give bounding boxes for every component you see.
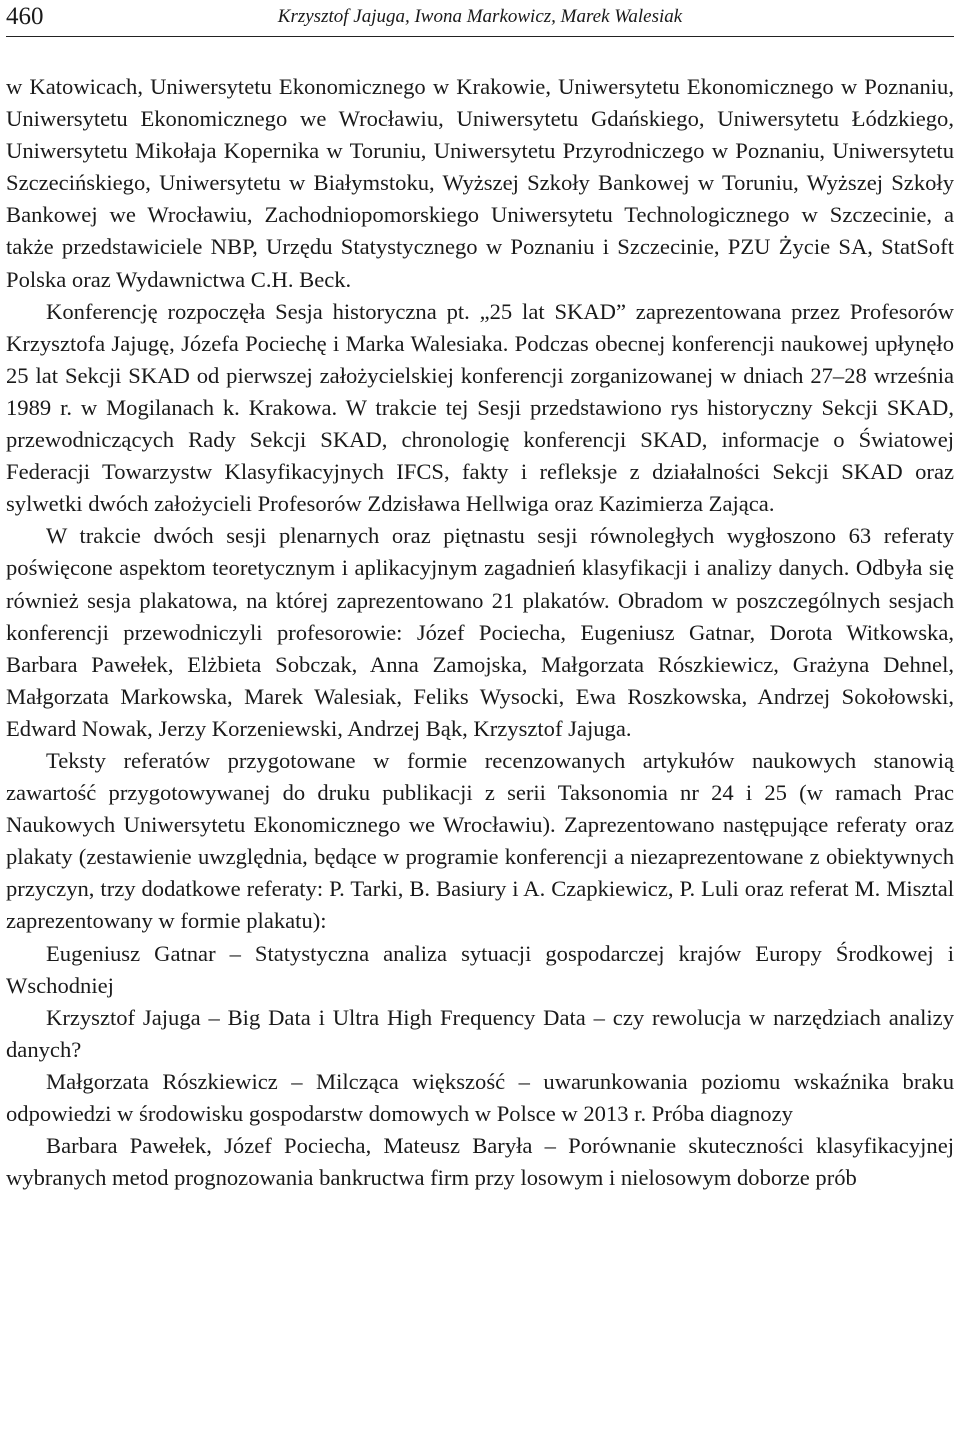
running-title: Krzysztof Jajuga, Iwona Markowicz, Marek Walesiak — [277, 6, 683, 27]
document-page — [6, 0, 954, 1194]
paragraph-institutions: w Katowicach, Uniwersytetu Ekonomicznego w Krakowie, Uniwersytetu Ekonomicznego w Poznaniu, Uniwersytetu Ekonomicznego we Wrocławiu, Uniwersytetu Gdańskiego, Uniwersytetu Łódzkiego, Uniwersytetu Mikołaja Kopernika w Toruniu, Uniwersytetu Przyrodniczego w Poznaniu, Uniwersytetu Szczecińskiego, Uniwersytetu w Białymstoku, Wyższej Szkoły Bankowej w Toruniu, Wyższej Szkoły Bankowej we Wrocławiu, Zachodniopomorskiego Uniwersytetu Technologicznego w Szczecinie, a także przedstawiciele NBP, Urzędu Statystycznego w Poznaniu i Szczecinie, PZU Życie SA, StatSoft Polska oraz Wydawnictwa C.H. Beck. — [6, 74, 954, 292]
paper-item: Barbara Pawełek, Józef Pociecha, Mateusz Baryła – Porównanie skuteczności klasyfikacyjnej wybranych metod prognozowania bankructwa firm przy losowym i nielosowym doborze prób — [6, 1133, 954, 1191]
paragraph-historical-session: Konferencję rozpoczęła Sesja historyczna pt. „25 lat SKAD” zaprezentowana przez Profesorów Krzysztofa Jajugę, Józefa Pociechę i Marka Walesiaka. Podczas obecnej konferencji naukowej upłynęło 25 lat Sekcji SKAD od pierwszej założycielskiej konferencji zorganizowanej w dniach 27–28 września 1989 r. w Mogilanach k. Krakowa. W trakcie tej Sesji przedstawiono rys historyczny Sekcji SKAD, przewodniczących Rady Sekcji SKAD, chronologię konferencji SKAD, informacje o Światowej Federacji Towarzystw Klasyfikacyjnych IFCS, fakty i refleksje z działalności Sekcji SKAD oraz sylwetki dwóch założycieli Profesorów Zdzisława Hellwiga oraz Kazimierza Zająca. — [6, 298, 954, 517]
paragraph-publication: Teksty referatów przygotowane w formie recenzowanych artykułów naukowych stanowią zawartość przygotowywanej do druku publikacji z serii Taksonomia nr 24 i 25 (w ramach Prac Naukowych Uniwersytetu Ekonomicznego we Wrocławiu). Zaprezentowano następujące referaty oraz plakaty (zestawienie uwzględnia, będące w programie konferencji a niezaprezentowane z obiektywnych przyczyn, trzy dodatkowe referaty: P. Tarki, B. Basiury i A. Czapkiewicz, P. Luli oraz referat M. Misztal zaprezentowany w formie plakatu): — [6, 747, 954, 934]
paragraph-sessions: W trakcie dwóch sesji plenarnych oraz piętnastu sesji równoległych wygłoszono 63 referaty poświęcone aspektom teoretycznym i aplikacyjnym zagadnień klasyfikacji i analizy danych. Odbyła się również sesja plakatowa, na której zaprezentowano 21 plakatów. Obradom w poszczególnych sesjach konferencji przewodniczyli profesorowie: Józef Pociecha, Eugeniusz Gatnar, Dorota Witkowska, Barbara Pawełek, Elżbieta Sobczak, Anna Zamojska, Małgorzata Rószkiewicz, Grażyna Dehnel, Małgorzata Markowska, Marek Walesiak, Feliks Wysocki, Ewa Roszkowska, Andrzej Sokołowski, Edward Nowak, Jerzy Korzeniewski, Andrzej Bąk, Krzysztof Jajuga. — [6, 523, 954, 741]
paper-item: Krzysztof Jajuga – Big Data i Ultra High Frequency Data – czy rewolucja w narzędziach analizy danych? — [6, 1004, 954, 1062]
running-header — [6, 0, 954, 37]
paper-item: Małgorzata Rószkiewicz – Milcząca większość – uwarunkowania poziomu wskaźnika braku odpowiedzi w środowisku gospodarstw domowych w Polsce w 2013 r. Próba diagnozy — [6, 1068, 954, 1126]
paper-list — [6, 938, 954, 1195]
body-text — [6, 71, 954, 1194]
page-number: 460 — [6, 3, 44, 30]
paper-item: Eugeniusz Gatnar – Statystyczna analiza sytuacji gospodarczej krajów Europy Środkowej i Wschodniej — [6, 940, 954, 998]
